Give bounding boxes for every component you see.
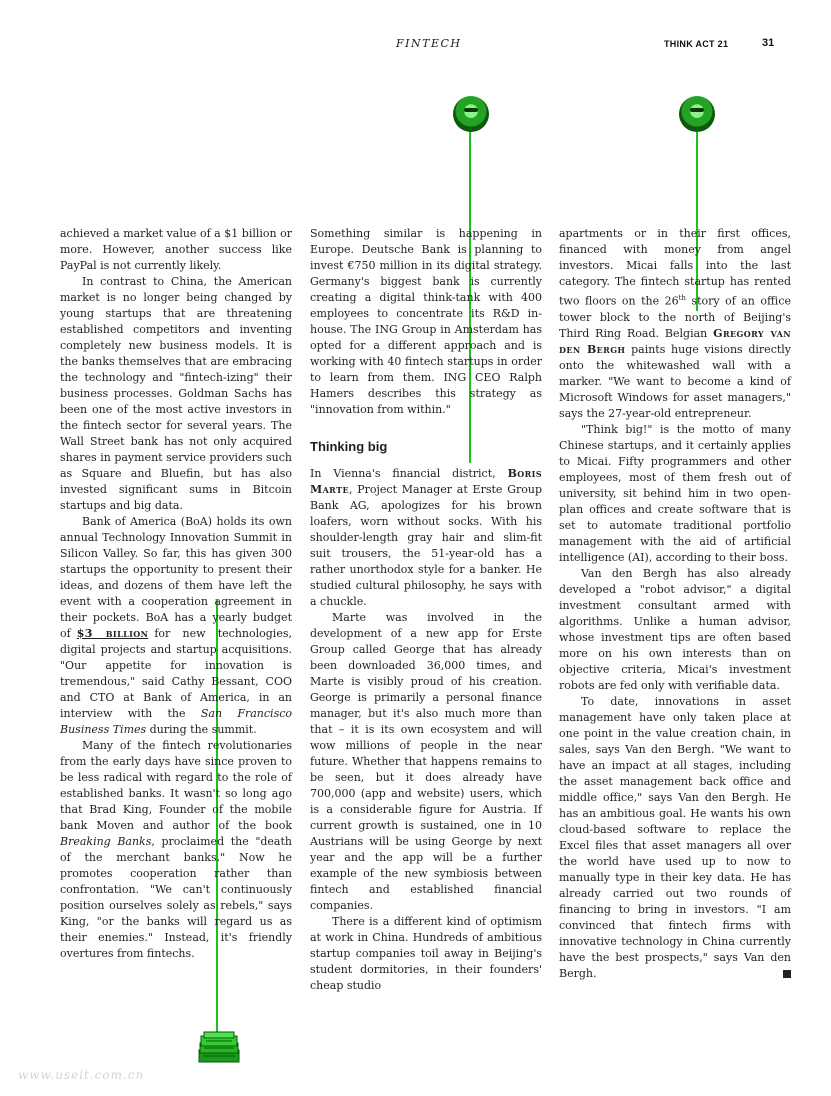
portrait-gregory-van-den-bergh-icon[interactable] — [679, 96, 715, 132]
paragraph: Van den Bergh has also already developed a "robot advisor," a digital investment consultant armed with algorithms. Unlike a human advisor, whose investment tips are often based more on his own interests than on objective criteria, Micai's investment robots are fed only with verifiable data. — [559, 566, 791, 692]
article-column-2 — [310, 226, 542, 994]
portrait-boris-marte-icon[interactable] — [453, 96, 489, 132]
paragraph: In Vienna's financial district, Boris Marte, Project Manager at Erste Group Bank AG, apologizes for his brown loafers, worn without socks. With his shoulder-length gray hair and slim-fit suit trousers, the 51-year-old has a rather unorthodox style for a banker. He studied cultural philosophy, he says with a chuckle. — [310, 467, 542, 608]
paragraph: Marte was involved in the development of a new app for Erste Group called George that has already been downloaded 36,000 times, and Marte is visibly proud of his creation. George is primarily a personal finance manager, but it's also much more than that – it is its own ecosystem and will wow millions of people in the near future. Whether that happens remains to be seen, but it does already have 700,000 (app and website) users, which is a considerable figure for Austria. If current growth is sustained, one in 10 Austrians will be using George by next year and the app will be a further example of the new symbiosis between fintech and established financial companies. — [310, 611, 542, 912]
end-of-article-icon — [783, 970, 791, 978]
watermark: www.useit.com.cn — [18, 1068, 145, 1082]
budget-link[interactable]: $3 billion — [76, 627, 149, 640]
paragraph: "Think big!" is the motto of many Chinese startups, and it certainly applies to Micai. Fifty programmers and other employees, most of them fresh out of university, sit behind him in two open-plan offices and create software that is set to automate traditional portfolio management with the aid of artificial intelligence (AI), according to their boss. — [559, 422, 791, 564]
paragraph: achieved a market value of a $1 billion or more. However, another success like PayPal is not currently likely. — [60, 227, 292, 272]
person-name-vandenbergh: Gregory van den Bergh — [559, 326, 791, 356]
paragraph: Bank of America (BoA) holds its own annual Technology Innovation Summit in Silicon Valley. So far, this has given 300 startups the opportunity to present their ideas, and dozens of them have left the event with a cooperation agreement in their pockets. BoA has a yearly budget of $3 billion for new technologies, digital projects and startup acquisitions. "Our appetite for innovation is tremendous," said Cathy Bessant, COO and CTO at Bank of America, in an interview with the San Francisco Business Times during the summit. — [60, 515, 292, 736]
section-title: FINTECH — [396, 37, 462, 50]
article-column-3 — [559, 226, 791, 982]
page-number: 31 — [762, 37, 775, 49]
paragraph: In contrast to China, the American market is no longer being changed by young startups that are threatening established competitors and inventing completely new business models. It is the banks themselves that are embracing the technology and "fintech-izing" their business processes. Goldman Sachs has been one of the most active investors in the fintech sector for several years. The Wall Street bank has not only acquired shares in payment service providers such as Square and Bluefin, but has also invested significant sums in Bitcoin startups and big data. — [60, 275, 292, 512]
money-stack-icon[interactable] — [198, 1030, 240, 1064]
person-name-marte: Boris Marte — [310, 467, 542, 496]
section-heading: Thinking big — [310, 439, 388, 454]
paragraph: To date, innovations in asset management have only taken place at one point in the value creation chain, in sales, says Van den Bergh. "We want to have an impact at all stages, including the asset management back office and middle office," says Van den Bergh. He has an ambitious goal. He wants his own cloud-based software to replace the Excel files that asset managers all over the world have used up to now to manually type in their key data. He has already carried out two rounds of financing to bring in investors. "I am convinced that fintech firms with innovative technology in China currently have the best prospects," says Van den Bergh. — [559, 694, 791, 980]
article-column-1 — [60, 226, 292, 962]
paragraph: Many of the fintech revolutionaries from the early days have since proven to be less radical with regard to the role of established banks. It wasn't so long ago that Brad King, Founder of the mobile bank Moven and author of the book Breaking Banks, proclaimed the "death of the merchant banks." Now he promotes cooperation rather than confrontation. "We can't continuously position ourselves solely as rebels," says King, "or the banks will regard us as their enemies." Instead, it's friendly overtures from fintechs. — [60, 739, 292, 960]
magazine-title: THINK ACT 21 — [664, 39, 729, 49]
paragraph: apartments or in their first offices, financed with money from angel investors. Micai falls into the last category. The fintech startup has rented two floors on the 26th story of an office tower block to the north of Beijing's Third Ring Road. Belgian Gregory van den Bergh paints huge visions directly onto the whitewashed wall with a marker. "We want to become a kind of Microsoft Windows for asset managers," says the 27-year-old entrepreneur. — [559, 227, 792, 420]
paragraph: There is a different kind of optimism at work in China. Hundreds of ambitious startup companies toil away in Beijing's student dormitories, in their founders' cheap studio — [310, 915, 542, 992]
paragraph: Something similar is happening in Europe. Deutsche Bank is planning to invest €750 million in its digital strategy. Germany's biggest bank is currently creating a digital think-tank with 400 employees to concentrate its R&D in-house. The ING Group in Amsterdam has opted for a different approach and is working with 40 fintech startups in order to learn from them. ING CEO Ralph Hamers describes this strategy as "innovation from within." — [310, 227, 542, 416]
